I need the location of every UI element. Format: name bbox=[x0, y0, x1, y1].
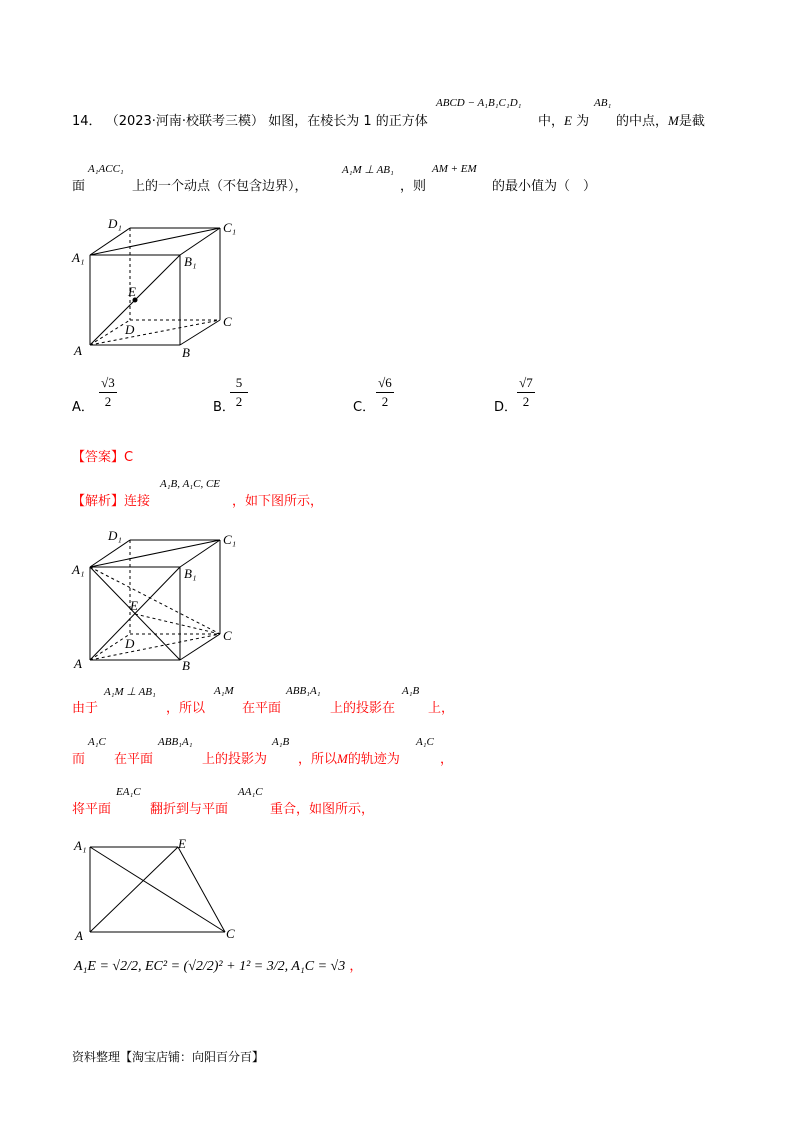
condition: A₁M ⊥ AB₁ bbox=[342, 164, 394, 176]
question-line-2d: 的最小值为（ ） bbox=[492, 179, 597, 194]
question-line-1c bbox=[616, 110, 705, 129]
label-a: A bbox=[74, 343, 82, 358]
footer-note: 资料整理【淘宝店铺：向阳百分百】 bbox=[72, 1050, 265, 1064]
option-b-fraction bbox=[228, 375, 250, 410]
analysis-cond: A₁M ⊥ AB₁ bbox=[104, 686, 156, 698]
analysis-line-1 bbox=[72, 490, 150, 509]
analysis-aa1c: AA₁C bbox=[238, 786, 263, 798]
option-a-den: 2 bbox=[104, 394, 112, 409]
option-c-letter: C． bbox=[353, 400, 376, 415]
label-d1: D₁ bbox=[108, 216, 122, 231]
question-source: （2023·河南·校联考三模） bbox=[105, 114, 265, 129]
analysis-line-4e: 重合，如图所示， bbox=[270, 802, 375, 817]
question-text: 是截 bbox=[678, 114, 705, 129]
cube-figure-1 bbox=[70, 210, 250, 360]
analysis-line-4c: 翻折到与平面 bbox=[150, 802, 229, 817]
analysis-line-2i: 上， bbox=[428, 701, 455, 716]
label-c: C bbox=[226, 926, 235, 941]
label-b1: B₁ bbox=[184, 566, 197, 581]
option-b-letter: B． bbox=[213, 400, 235, 415]
plane-name: A₁ACC₁ bbox=[88, 163, 124, 175]
question-line-2c: ，则 bbox=[400, 179, 427, 194]
option-a-num: √3 bbox=[101, 375, 115, 390]
analysis-a1b-2: A₁B bbox=[272, 736, 290, 748]
label-b: B bbox=[182, 658, 190, 672]
analysis-plane: ABB₁A₁ bbox=[286, 685, 321, 697]
label-b: B bbox=[182, 345, 190, 360]
label-c: C bbox=[223, 628, 232, 643]
option-d-num: √7 bbox=[519, 375, 533, 390]
expression: AM + EM bbox=[432, 163, 477, 175]
analysis-a1c-2: A₁C bbox=[416, 736, 434, 748]
label-d: D bbox=[125, 322, 135, 337]
question-line-1b bbox=[538, 110, 589, 129]
folded-figure bbox=[70, 832, 250, 947]
option-d-letter: D． bbox=[494, 400, 518, 415]
segment-ab1: AB₁ bbox=[594, 97, 612, 109]
analysis-label: 【解析】 bbox=[72, 494, 125, 509]
answer-label: 【答案】 bbox=[72, 450, 125, 465]
analysis-a1m: A₁M bbox=[214, 685, 234, 697]
question-text: 的中点， bbox=[616, 114, 669, 129]
option-d-fraction bbox=[515, 375, 537, 410]
analysis-line-4a: 将平面 bbox=[72, 802, 112, 817]
question-text: 的正方体 bbox=[375, 114, 428, 129]
label-d: D bbox=[125, 636, 135, 651]
question-text: 为 bbox=[576, 114, 590, 129]
answer-value: C bbox=[124, 450, 134, 465]
label-a1: A₁ bbox=[72, 250, 85, 265]
label-c1: C₁ bbox=[223, 532, 237, 547]
question-line-2a: 面 bbox=[72, 179, 86, 194]
question-text: 中， bbox=[538, 114, 565, 129]
analysis-a1c: A₁C bbox=[88, 736, 106, 748]
question-number: 14． bbox=[72, 114, 102, 129]
analysis-a1b: A₁B bbox=[402, 685, 420, 697]
option-a-letter: A． bbox=[72, 400, 94, 415]
label-a1: A₁ bbox=[72, 562, 85, 577]
label-e: E bbox=[130, 598, 138, 613]
edge-length: 1 bbox=[363, 114, 372, 129]
analysis-text: ，所以 bbox=[298, 752, 338, 767]
analysis-line-2e: 在平面 bbox=[242, 701, 282, 716]
label-c: C bbox=[223, 314, 232, 329]
label-c1: C₁ bbox=[223, 220, 237, 235]
cube-name: ABCD − A₁B₁C₁D₁ bbox=[436, 97, 522, 109]
analysis-text: 连接 bbox=[124, 494, 151, 509]
label-a: A bbox=[74, 656, 82, 671]
option-a-fraction bbox=[97, 375, 119, 410]
analysis-line-3g bbox=[298, 748, 400, 767]
question-line-2b: 上的一个动点（不包含边界）， bbox=[132, 179, 308, 194]
label-d1: D₁ bbox=[108, 528, 122, 543]
connect-segments: A₁B, A₁C, CE bbox=[160, 478, 221, 490]
option-b-num: 5 bbox=[235, 375, 243, 390]
analysis-line-2c: ，所以 bbox=[166, 701, 206, 716]
formula-end: ， bbox=[349, 959, 363, 974]
analysis-line-3k: ， bbox=[440, 752, 454, 767]
label-a1: A₁ bbox=[74, 838, 87, 853]
label-e: E bbox=[178, 836, 186, 851]
var-m: M bbox=[668, 113, 679, 128]
var-e: E bbox=[564, 113, 572, 128]
analysis-ea1c: EA₁C bbox=[116, 786, 141, 798]
label-b1: B₁ bbox=[184, 254, 197, 269]
option-c-den: 2 bbox=[381, 394, 389, 409]
cube-figure-2 bbox=[70, 522, 250, 672]
option-c-fraction bbox=[374, 375, 396, 410]
label-e: E bbox=[128, 284, 136, 299]
answer-line bbox=[72, 446, 133, 465]
option-d-den: 2 bbox=[522, 394, 530, 409]
formula-line bbox=[74, 955, 362, 975]
analysis-text: 的轨迹为 bbox=[347, 752, 400, 767]
analysis-line-3a: 而 bbox=[72, 752, 86, 767]
formula: A₁E = √2/2, EC² = (√2/2)² + 1² = 3/2, A₁C = √3 bbox=[74, 959, 346, 974]
option-b-den: 2 bbox=[235, 394, 243, 409]
analysis-line-3c: 在平面 bbox=[114, 752, 154, 767]
analysis-line-3e: 上的投影为 bbox=[202, 752, 268, 767]
question-line-1 bbox=[72, 110, 428, 129]
analysis-plane-2: ABB₁A₁ bbox=[158, 736, 193, 748]
label-a: A bbox=[75, 928, 83, 943]
analysis-line-2g: 上的投影在 bbox=[330, 701, 396, 716]
analysis-line-2a: 由于 bbox=[72, 701, 99, 716]
var-m: M bbox=[337, 751, 348, 766]
analysis-line-1b: ，如下图所示， bbox=[232, 494, 324, 509]
option-c-num: √6 bbox=[378, 375, 392, 390]
question-text: 如图，在棱长为 bbox=[268, 114, 360, 129]
